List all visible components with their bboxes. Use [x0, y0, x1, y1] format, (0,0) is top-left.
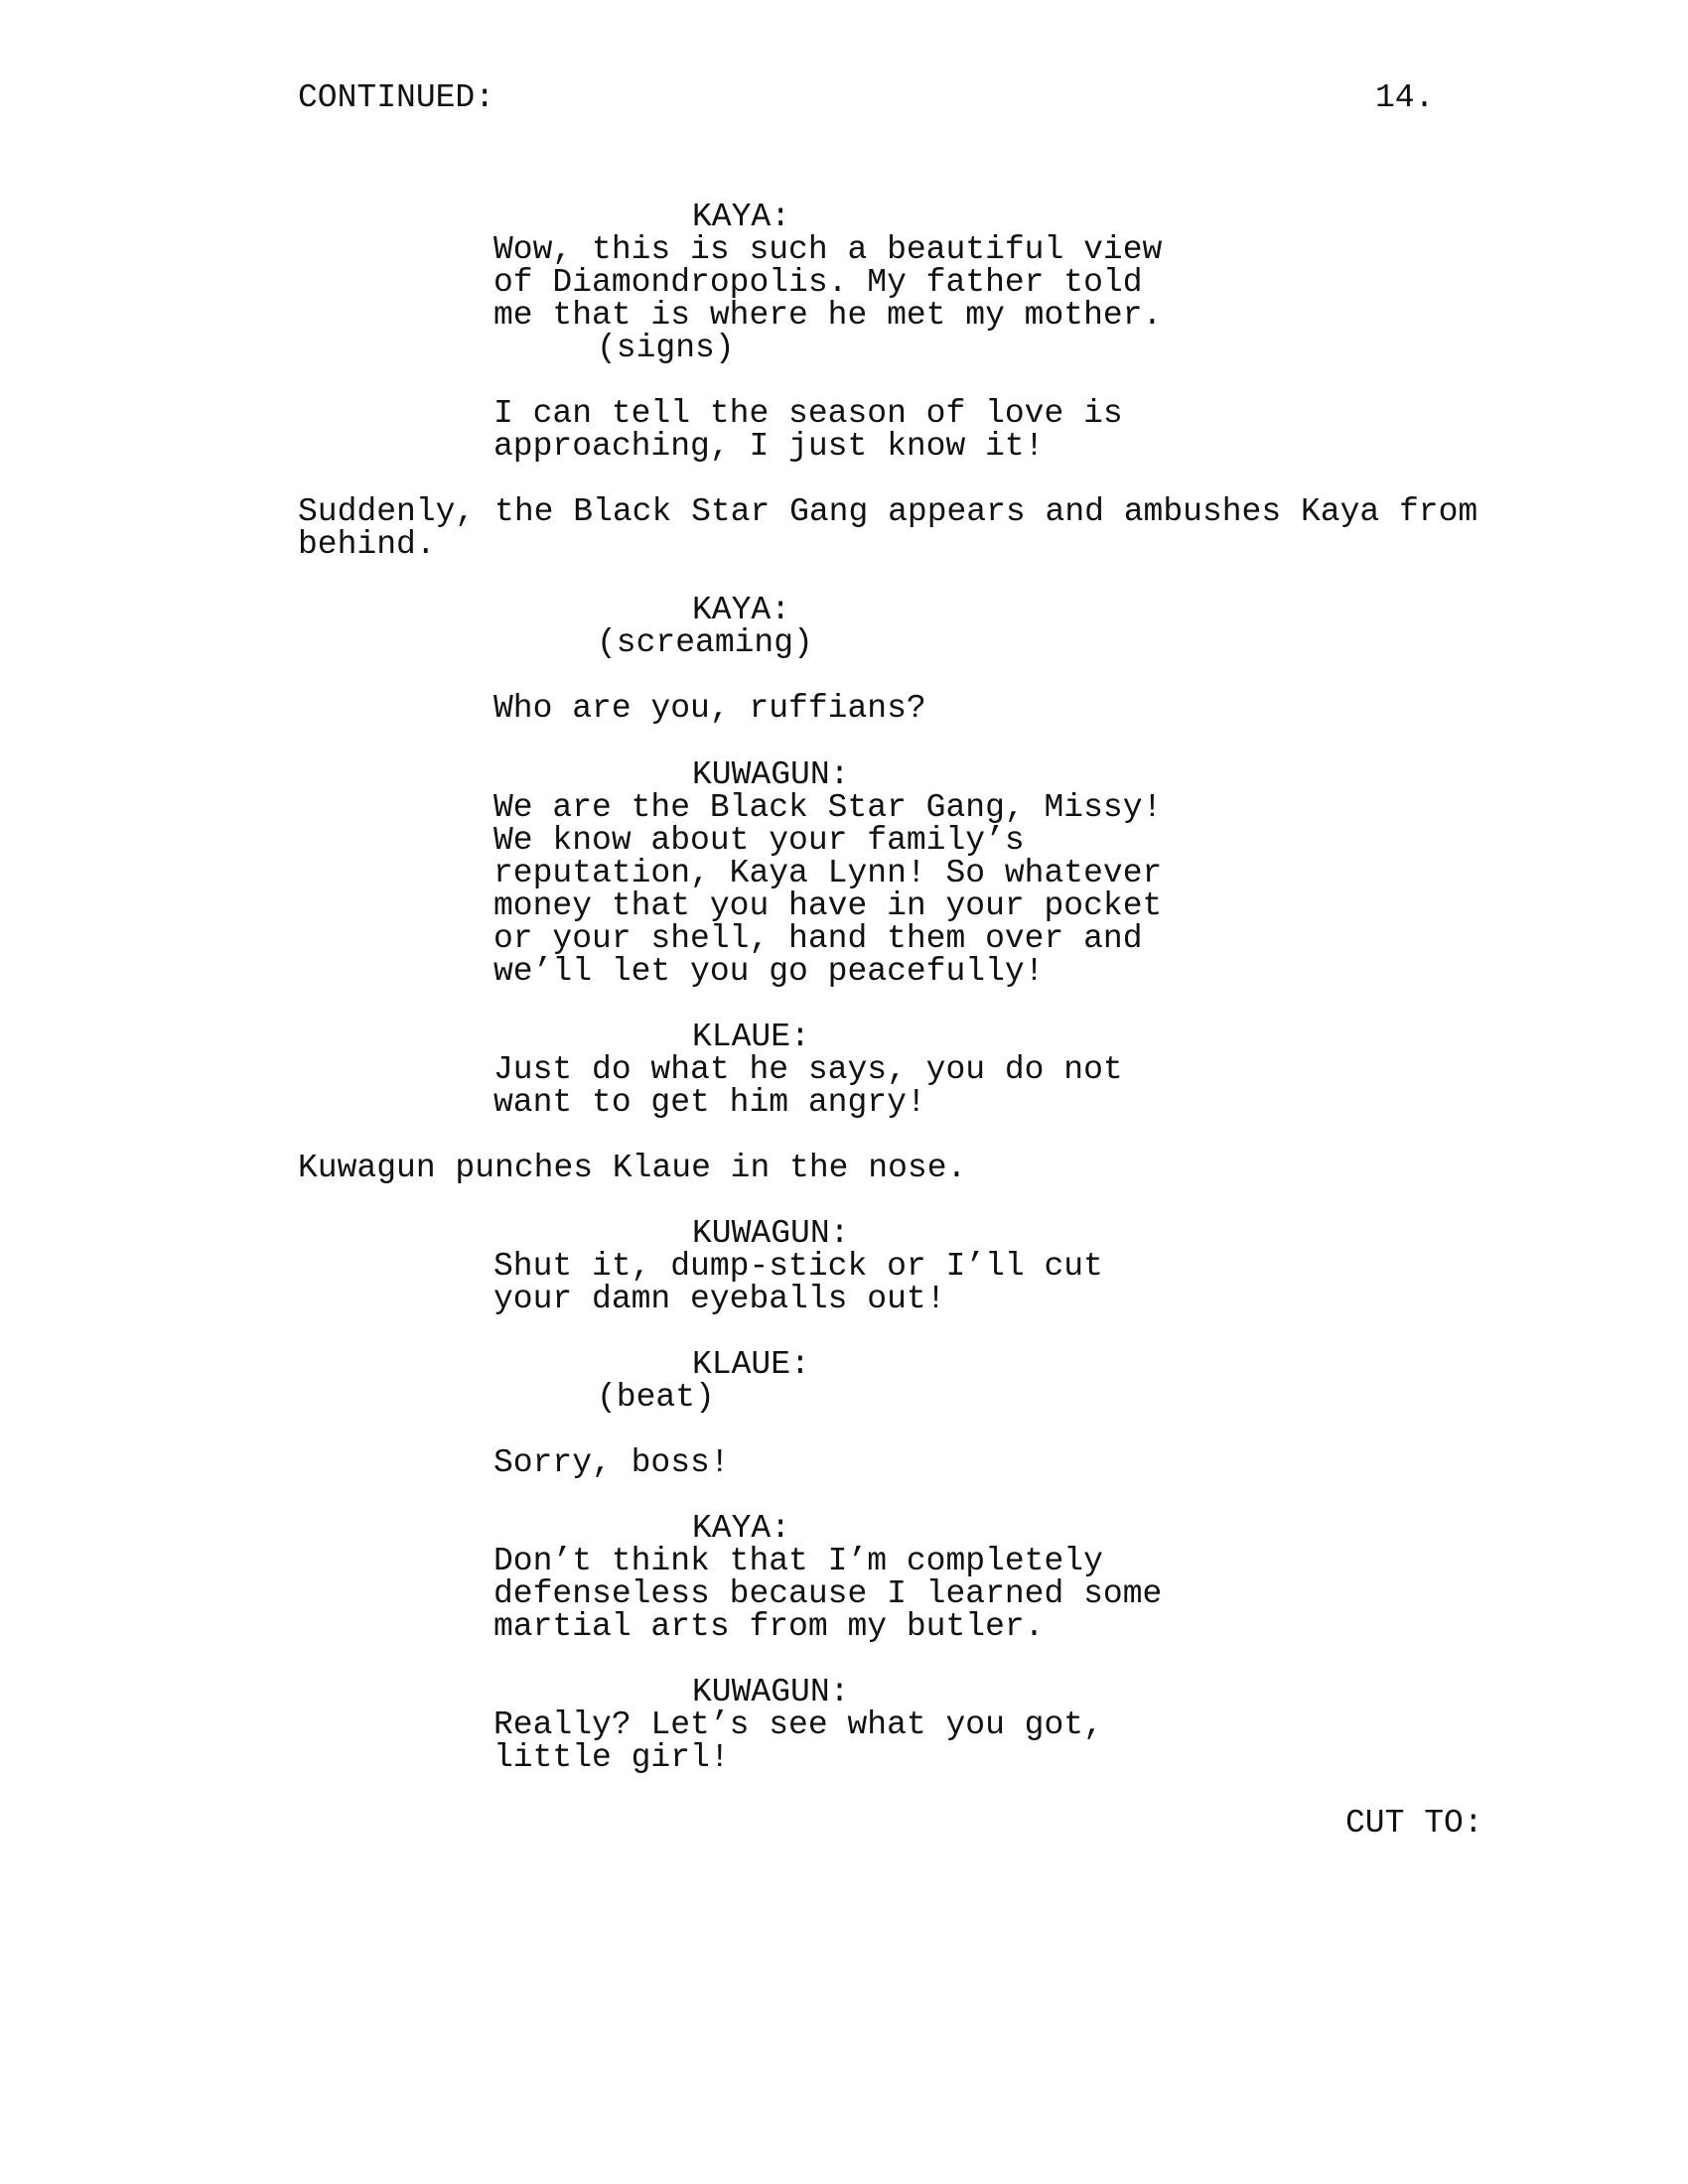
dialogue-line: me that is where he met my mother.	[493, 297, 1163, 334]
parenthetical: (signs)	[597, 330, 735, 366]
page-number: 14.	[1375, 79, 1435, 116]
dialogue-line: Really? Let’s see what you got,	[493, 1706, 1103, 1743]
action-line: Suddenly, the Black Star Gang appears and ambushes Kaya from	[298, 493, 1478, 530]
dialogue-line: little girl!	[493, 1739, 730, 1776]
character-name: KAYA:	[692, 199, 791, 235]
dialogue-line: Wow, this is such a beautiful view	[493, 231, 1163, 268]
parenthetical: (beat)	[597, 1379, 715, 1416]
character-name: KUWAGUN:	[692, 1215, 850, 1252]
character-name: KAYA:	[692, 592, 791, 628]
character-name: KAYA:	[692, 1510, 791, 1547]
transition: CUT TO:	[1345, 1805, 1483, 1842]
dialogue-line: Sorry, boss!	[493, 1444, 730, 1481]
dialogue-line: want to get him angry!	[493, 1084, 926, 1121]
dialogue-line: or your shell, hand them over and	[493, 920, 1143, 957]
dialogue-line: Don’t think that I’m completely	[493, 1543, 1103, 1579]
dialogue-line: money that you have in your pocket	[493, 887, 1163, 924]
dialogue-line: I can tell the season of love is	[493, 395, 1123, 432]
action-line: Kuwagun punches Klaue in the nose.	[298, 1150, 967, 1186]
dialogue-line: reputation, Kaya Lynn! So whatever	[493, 855, 1163, 891]
dialogue-line: Shut it, dump-stick or I’ll cut	[493, 1248, 1103, 1285]
continued-label: CONTINUED:	[298, 79, 495, 116]
dialogue-line: Who are you, ruffians?	[493, 690, 926, 727]
dialogue-line: approaching, I just know it!	[493, 428, 1045, 465]
character-name: KLAUE:	[692, 1346, 810, 1383]
dialogue-line: your damn eyeballs out!	[493, 1281, 946, 1317]
dialogue-line: defenseless because I learned some	[493, 1575, 1163, 1612]
dialogue-line: we’ll let you go peacefully!	[493, 953, 1045, 990]
character-name: KUWAGUN:	[692, 1674, 850, 1710]
action-line: behind.	[298, 526, 436, 563]
parenthetical: (screaming)	[597, 624, 813, 661]
dialogue-line: martial arts from my butler.	[493, 1608, 1045, 1645]
dialogue-line: of Diamondropolis. My father told	[493, 264, 1143, 301]
dialogue-line: We know about your family’s	[493, 822, 1025, 859]
dialogue-line: Just do what he says, you do not	[493, 1051, 1123, 1088]
character-name: KLAUE:	[692, 1019, 810, 1055]
character-name: KUWAGUN:	[692, 756, 850, 793]
dialogue-line: We are the Black Star Gang, Missy!	[493, 789, 1163, 826]
